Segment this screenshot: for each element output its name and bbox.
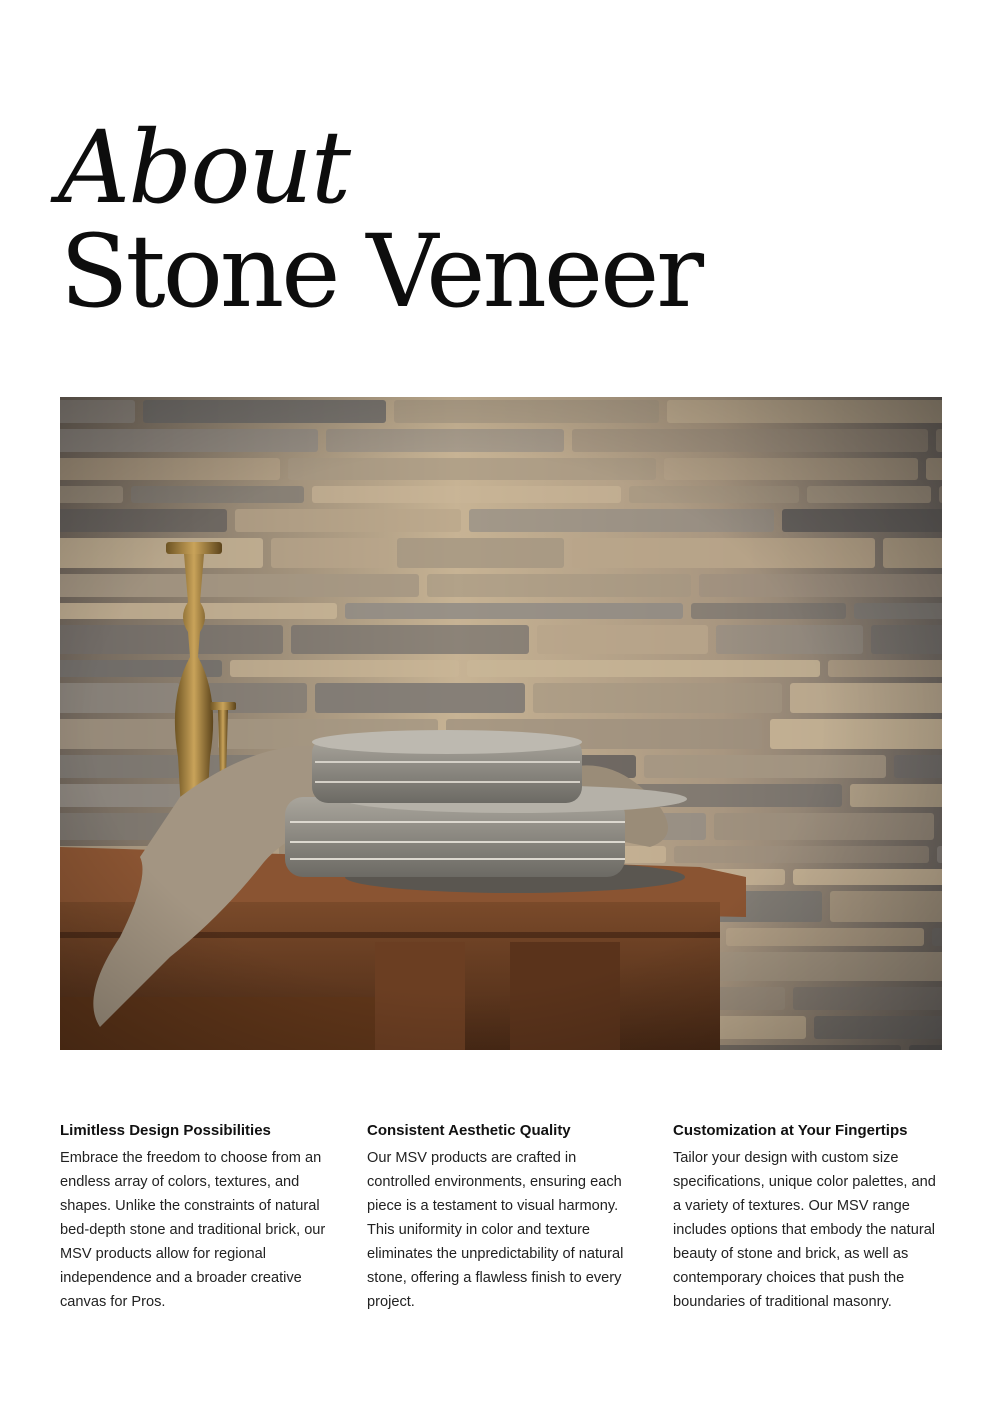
feature-body: Our MSV products are crafted in controlled environments, ensuring each piece is a testament to visual harmony. This uniformity in color and texture eliminates the unpredictability of natural stone, offering a flawless finish to every project. xyxy=(367,1150,624,1310)
feature-heading: Limitless Design Possibilities xyxy=(60,1122,271,1139)
page-title-line-2: Stone Veneer xyxy=(60,213,702,330)
feature-column-quality xyxy=(367,1120,642,1314)
feature-column-design xyxy=(60,1120,335,1314)
feature-column-customization xyxy=(673,1120,948,1314)
feature-heading: Consistent Aesthetic Quality xyxy=(367,1122,571,1139)
feature-body: Embrace the freedom to choose from an endless array of colors, textures, and shapes. Unlike the constraints of natural bed-depth stone and traditional brick, our MSV products allow for regional independence and a broader creative canvas for Pros. xyxy=(60,1150,326,1310)
page-title-line-1: About xyxy=(58,109,350,226)
hero-photo xyxy=(60,397,942,1050)
feature-heading: Customization at Your Fingertips xyxy=(673,1122,908,1139)
feature-body: Tailor your design with custom size specifications, unique color palettes, and a variety of textures. Our MSV range includes options that embody the natural beauty of stone and brick, as well as contemporary choices that push the boundaries of traditional masonry. xyxy=(673,1150,936,1310)
